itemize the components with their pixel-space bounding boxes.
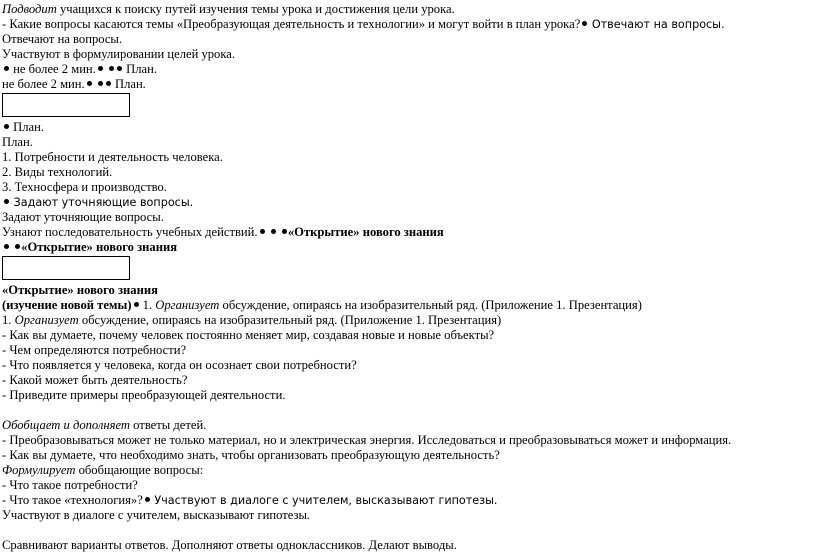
bullet-icon bbox=[4, 244, 9, 249]
bullet-icon bbox=[109, 66, 114, 71]
text-run: обсуждение, опираясь на изобразительный ряд. (Приложение 1. Презентация) bbox=[78, 313, 502, 327]
text-run: 1. bbox=[139, 298, 156, 312]
empty-frame bbox=[2, 256, 130, 280]
paragraph bbox=[2, 120, 814, 135]
question: - Как вы думаете, что необходимо знать, чтобы организовать преобразующую деятельность? bbox=[2, 448, 500, 462]
text-run: Участвуют в диалоге с учителем, высказывают гипотезы. bbox=[150, 494, 498, 507]
paragraph: План. bbox=[2, 135, 33, 149]
text-run: обобщающие вопросы: bbox=[75, 463, 204, 477]
paragraph bbox=[2, 463, 814, 478]
paragraph bbox=[2, 62, 814, 77]
blank-line bbox=[2, 403, 814, 418]
bullet-icon bbox=[106, 81, 111, 86]
question-text: - Что такое «технология»? bbox=[2, 493, 143, 507]
text-run: не более 2 мин. bbox=[2, 77, 85, 91]
paragraph bbox=[2, 195, 814, 210]
question: - Какой может быть деятельность? bbox=[2, 373, 188, 387]
plan-item: 3. Техносфера и производство. bbox=[2, 180, 167, 194]
paragraph: Задают уточняющие вопросы. bbox=[2, 210, 164, 224]
paragraph bbox=[2, 77, 814, 92]
paragraph: Участвуют в диалоге с учителем, высказывают гипотезы. bbox=[2, 508, 311, 522]
blank-line bbox=[2, 523, 814, 538]
paragraph bbox=[2, 418, 814, 433]
bullet-icon bbox=[282, 229, 287, 234]
question: - Приведите примеры преобразующей деятельности. bbox=[2, 388, 286, 402]
paragraph bbox=[2, 17, 814, 32]
paragraph bbox=[2, 493, 814, 508]
text-run: не более 2 мин. bbox=[10, 62, 96, 76]
question: - Что такое потребности? bbox=[2, 478, 138, 492]
text-run: Отвечают на вопросы. bbox=[588, 18, 725, 31]
bullet-icon bbox=[134, 302, 139, 307]
text-run: План. bbox=[10, 120, 45, 134]
section-heading: «Открытие» нового знания bbox=[21, 240, 178, 254]
bullet-icon bbox=[87, 81, 92, 86]
question: - Что появляется у человека, когда он осознает свои потребности? bbox=[2, 358, 357, 372]
text-run: учащихся к поиску путей изучения темы урока и достижения цели урока. bbox=[56, 2, 455, 16]
paragraph bbox=[2, 2, 814, 17]
bullet-icon bbox=[98, 81, 103, 86]
bullet-icon bbox=[145, 497, 150, 502]
bullet-icon bbox=[4, 66, 9, 71]
bullet-icon bbox=[582, 21, 587, 26]
bullet-icon bbox=[15, 244, 20, 249]
italic-verb: Обобщает и дополняет bbox=[2, 418, 131, 432]
paragraph bbox=[2, 313, 814, 328]
empty-frame bbox=[2, 93, 130, 117]
italic-verb: Организует bbox=[155, 298, 220, 312]
section-subheading: (изучение новой темы) bbox=[2, 298, 132, 312]
paragraph: - Преобразовываться может не только материал, но и электрическая энергия. Исследоваться и преобразовываться может и информация. bbox=[2, 433, 732, 447]
text-run: Задают уточняющие вопросы. bbox=[10, 196, 194, 209]
paragraph bbox=[2, 240, 814, 255]
section-heading: «Открытие» нового знания bbox=[287, 225, 444, 239]
text-run: План. bbox=[126, 62, 157, 76]
question: - Чем определяются потребности? bbox=[2, 343, 187, 357]
bullet-icon bbox=[117, 66, 122, 71]
paragraph: Сравнивают варианты ответов. Дополняют ответы одноклассников. Делают выводы. bbox=[2, 538, 457, 552]
bullet-icon bbox=[98, 66, 103, 71]
italic-verb: Организует bbox=[14, 313, 79, 327]
paragraph: Участвуют в формулировании целей урока. bbox=[2, 47, 236, 61]
plan-item: 1. Потребности и деятельность человека. bbox=[2, 150, 223, 164]
bullet-icon bbox=[4, 124, 9, 129]
question-text: - Какие вопросы касаются темы «Преобразующая деятельность и технологии» и могут войти в план урока? bbox=[2, 17, 581, 31]
plan-item: 2. Виды технологий. bbox=[2, 165, 113, 179]
text-run: 1. bbox=[2, 313, 15, 327]
bullet-icon bbox=[260, 229, 265, 234]
italic-verb: Формулирует bbox=[2, 463, 76, 477]
bullet-icon bbox=[271, 229, 276, 234]
document-body bbox=[2, 2, 814, 553]
paragraph bbox=[2, 298, 814, 313]
italic-verb: Подводит bbox=[2, 2, 57, 16]
section-heading: «Открытие» нового знания bbox=[2, 283, 158, 297]
text-run: Узнают последовательность учебных действий. bbox=[2, 225, 258, 239]
paragraph bbox=[2, 283, 814, 298]
question: - Как вы думаете, почему человек постоянно меняет мир, создавая новые и новые объекты? bbox=[2, 328, 495, 342]
paragraph: Отвечают на вопросы. bbox=[2, 32, 123, 46]
bullet-icon bbox=[4, 199, 9, 204]
paragraph bbox=[2, 225, 814, 240]
text-run: обсуждение, опираясь на изобразительный ряд. (Приложение 1. Презентация) bbox=[219, 298, 642, 312]
text-run: ответы детей. bbox=[130, 418, 207, 432]
text-run: План. bbox=[111, 77, 146, 91]
